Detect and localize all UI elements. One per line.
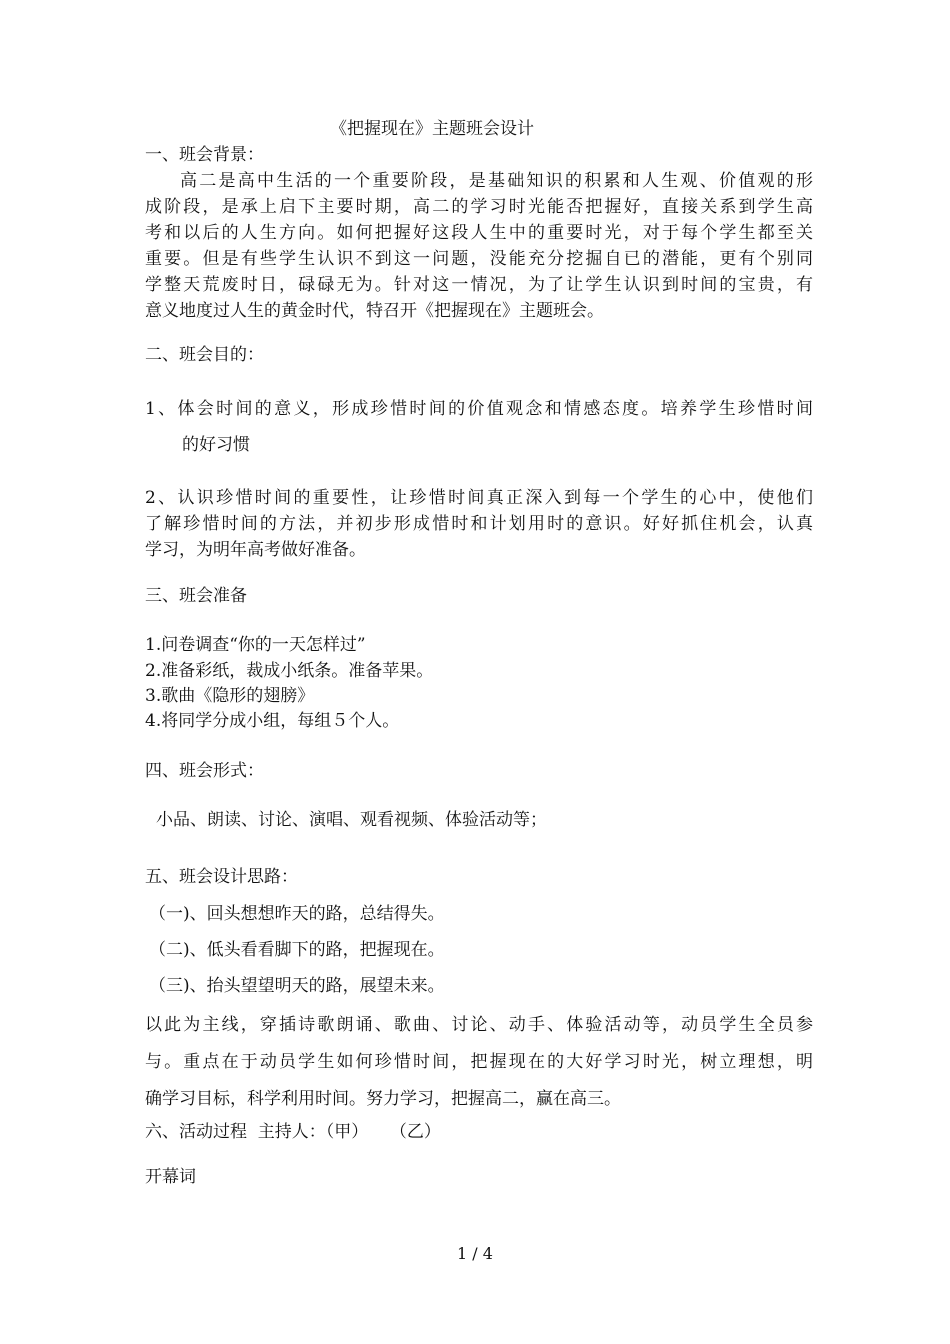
- design-summary-line: 确学习目标，科学利用时间。努力学习，把握高二，赢在高三。: [145, 1089, 621, 1109]
- goal-2-line: 了解珍惜时间的方法，并初步形成惜时和计划用时的意识。好好抓住机会，认真: [145, 514, 813, 534]
- section-5-heading: 五、班会设计思路：: [145, 867, 298, 887]
- section-3-heading: 三、班会准备: [145, 586, 247, 606]
- section-4-heading: 四、班会形式：: [145, 761, 264, 781]
- section-1-paragraph-line: 意义地度过人生的黄金时代，特召开《把握现在》主题班会。: [145, 301, 604, 321]
- format-text: 小品、朗读、讨论、演唱、观看视频、体验活动等；: [156, 810, 547, 830]
- page-number: 1 / 4: [457, 1244, 493, 1263]
- design-summary-line: 与。重点在于动员学生如何珍惜时间，把握现在的大好学习时光，树立理想，明: [145, 1052, 813, 1072]
- opening-speech-label: 开幕词: [145, 1167, 196, 1187]
- prep-item: 1.问卷调查“你的一天怎样过”: [145, 635, 366, 655]
- goal-1-line: 1、体会时间的意义，形成珍惜时间的价值观念和情感态度。培养学生珍惜时间: [145, 399, 813, 419]
- section-1-paragraph-line: 成阶段，是承上启下主要时期，高二的学习时光能否把握好，直接关系到学生高: [145, 197, 813, 217]
- design-step: （二)、低头看看脚下的路，把握现在。: [149, 940, 445, 960]
- section-1-heading: 一、班会背景：: [145, 145, 264, 165]
- section-1-paragraph-line: 学整天荒废时日，碌碌无为。针对这一情况，为了让学生认识到时间的宝贵，有: [145, 275, 813, 295]
- section-6-heading: 六、活动过程 主持人：（甲） （乙）: [145, 1122, 441, 1142]
- goal-1-line: 的好习惯: [182, 435, 250, 455]
- goal-2-line: 学习，为明年高考做好准备。: [145, 540, 366, 560]
- section-2-heading: 二、班会目的：: [145, 345, 264, 365]
- prep-item: 3.歌曲《隐形的翅膀》: [145, 686, 315, 706]
- design-step: （三)、抬头望望明天的路，展望未来。: [149, 976, 445, 996]
- section-1-paragraph-line: 高二是高中生活的一个重要阶段，是基础知识的积累和人生观、价值观的形: [180, 171, 813, 191]
- goal-2-line: 2、认识珍惜时间的重要性，让珍惜时间真正深入到每一个学生的心中，使他们: [145, 488, 813, 508]
- prep-item: 4.将同学分成小组，每组５个人。: [145, 711, 400, 731]
- design-step: （一)、回头想想昨天的路，总结得失。: [149, 904, 445, 924]
- design-summary-line: 以此为主线，穿插诗歌朗诵、歌曲、讨论、动手、体验活动等，动员学生全员参: [145, 1015, 813, 1035]
- section-1-paragraph-line: 考和以后的人生方向。如何把握好这段人生中的重要时光，对于每个学生都至关: [145, 223, 813, 243]
- doc-title: 《把握现在》主题班会设计: [330, 119, 534, 139]
- prep-item: 2.准备彩纸，裁成小纸条。准备苹果。: [145, 661, 434, 681]
- section-1-paragraph-line: 重要。但是有些学生认识不到这一问题，没能充分挖掘自已的潜能，更有个别同: [145, 249, 813, 269]
